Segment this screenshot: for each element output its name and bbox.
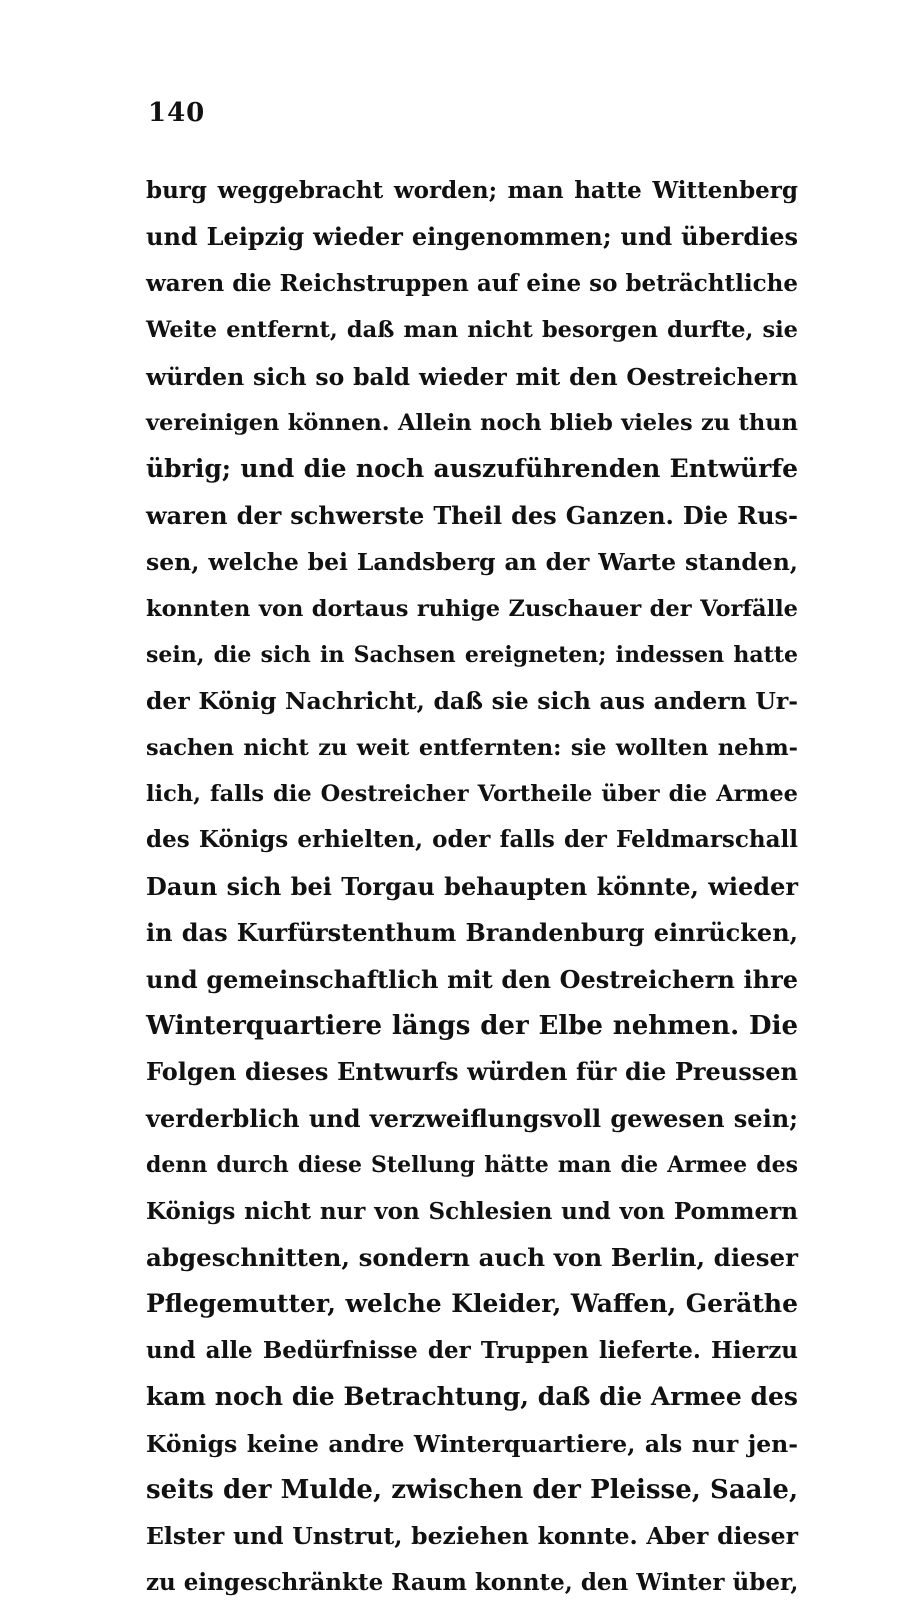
text-line: und alle Bedürfnisse der Truppen lieferte. Hierzu bbox=[146, 1336, 798, 1364]
text-line: in das Kurfürstenthum Brandenburg einrücken, bbox=[146, 918, 798, 948]
text-line: Elster und Unstrut, beziehen konnte. Aber dieser bbox=[146, 1522, 798, 1551]
text-line: Weite entfernt, daß man nicht besorgen durfte, sie bbox=[146, 317, 798, 344]
text-line: verderblich und verzweiflungsvoll gewesen sein; bbox=[146, 1103, 798, 1133]
text-line: kam noch die Betrachtung, daß die Armee des bbox=[146, 1382, 798, 1412]
text-line: und Leipzig wieder eingenommen; und überdies bbox=[146, 222, 798, 252]
text-line: Daun sich bei Torgau behaupten könnte, wieder bbox=[146, 871, 798, 901]
page-number: 140 bbox=[148, 98, 206, 128]
text-line: burg weggebracht worden; man hatte Wittenberg bbox=[146, 177, 798, 204]
text-line: konnten von dortaus ruhige Zuschauer der Vorfälle bbox=[146, 595, 798, 622]
text-line: Folgen dieses Entwurfs würden für die Preussen bbox=[146, 1057, 798, 1087]
body-text bbox=[146, 168, 798, 1606]
text-line: der König Nachricht, daß sie sich aus andern Ur- bbox=[146, 687, 798, 716]
text-line: sachen nicht zu weit entfernten: sie wollten nehm- bbox=[146, 734, 798, 761]
text-line: waren der schwerste Theil des Ganzen. Die Rus- bbox=[146, 500, 798, 530]
text-line: übrig; und die noch auszuführenden Entwürfe bbox=[146, 454, 798, 484]
text-line: lich, falls die Oestreicher Vortheile über die Armee bbox=[146, 781, 798, 808]
text-line: waren die Reichstruppen auf eine so beträchtliche bbox=[146, 269, 798, 297]
text-line: denn durch diese Stellung hätte man die Armee des bbox=[146, 1152, 798, 1179]
text-line: des Königs erhielten, oder falls der Feldmarschall bbox=[146, 826, 798, 854]
text-line: zu eingeschränkte Raum konnte, den Winter über, bbox=[146, 1568, 799, 1596]
text-line: Winterquartiere längs der Elbe nehmen. Die bbox=[146, 1011, 798, 1042]
text-line: seits der Mulde, zwischen der Pleisse, Saale, bbox=[146, 1474, 798, 1505]
text-line: und gemeinschaftlich mit den Oestreichern ihre bbox=[146, 964, 798, 994]
text-line: würden sich so bald wieder mit den Oestreichern bbox=[146, 362, 798, 391]
text-line: Königs keine andre Winterquartiere, als nur jen- bbox=[146, 1429, 798, 1458]
text-line: Pflegemutter, welche Kleider, Waffen, Geräthe bbox=[146, 1289, 798, 1319]
text-line: abgeschnitten, sondern auch von Berlin, dieser bbox=[146, 1242, 798, 1272]
text-line: vereinigen können. Allein noch blieb vieles zu thun bbox=[146, 409, 798, 436]
text-line: sen, welche bei Landsberg an der Warte standen, bbox=[146, 548, 798, 577]
text-line: sein, die sich in Sachsen ereigneten; indessen hatte bbox=[146, 641, 798, 668]
text-line: Königs nicht nur von Schlesien und von Pommern bbox=[146, 1197, 798, 1225]
